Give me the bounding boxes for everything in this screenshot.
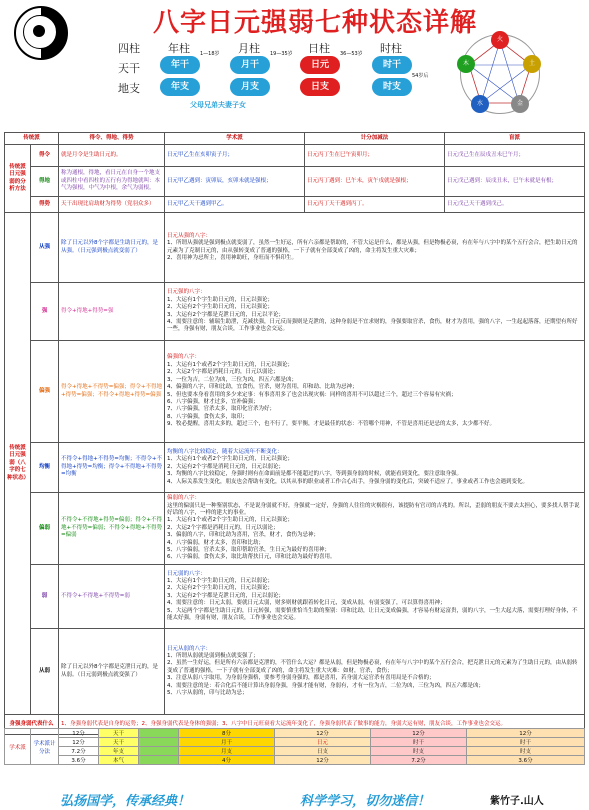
state-line: 2、大运2个字都是消耗日元的，日元以弱论； bbox=[167, 369, 279, 376]
stem-month: 月干 bbox=[230, 56, 270, 74]
state-head: 偏弱的八字： bbox=[167, 495, 201, 502]
state-line: 4、需要注意的：辅瑞生助泄，克减扶强，日元反而强则是克泄的，这种身弱是不宜求财的，身强要取官杀，食伤，财才为喜用，强的八字，一生起起落落，还期望有所好一些，身强有财，朋友合谈，工作事业也会交运。 bbox=[167, 318, 578, 333]
stem-day: 日元 bbox=[300, 56, 340, 74]
age-note-month: 19—35岁 bbox=[270, 51, 293, 57]
left-label-method: 传统派日元强弱的分析方法 bbox=[5, 145, 31, 213]
pillar-header-month: 月柱 bbox=[238, 42, 260, 55]
score-table bbox=[4, 728, 585, 765]
state-line: 9、牧必提醒，喜用太多的，超过三个，也不行了，要平衡，才是最佳的状态：不管哪个用神，不管是喜用还是忌的太多，太少都不好。 bbox=[167, 421, 496, 428]
pillar-subtitle: 父母兄弟夫妻子女 bbox=[190, 101, 246, 109]
row-r3-deshi: 日元戊己天干遇到戊己。 bbox=[445, 197, 585, 213]
stem-label: 天干 bbox=[118, 62, 140, 75]
score-cell: 3.6分 bbox=[59, 756, 99, 765]
author: 紫竹子.山人 bbox=[490, 796, 544, 807]
state-line: 3、大运有2个字都是克泄日元的，日元以弱论； bbox=[167, 592, 285, 599]
branch-month: 月支 bbox=[230, 78, 270, 96]
state-head: 日元强的八字： bbox=[167, 289, 206, 296]
state-line: 3、偏弱的八字，印和比劫为喜用，官杀，财才，食伤为忌神； bbox=[167, 532, 320, 539]
score-cell: 7.2分 bbox=[371, 756, 467, 765]
header-traditional: 传统派 bbox=[5, 133, 59, 145]
score-cell bbox=[139, 738, 179, 747]
state-line: 2、大运有2个字生助日元的，日元以强论； bbox=[167, 304, 274, 311]
state-line: 2、大运2个字都是消耗日元的，日元以弱论； bbox=[167, 524, 279, 531]
score-cell: 天干 bbox=[99, 729, 139, 738]
body-note: 1、身强身弱代表是自身的运势；2、身强身弱代表是身体的强弱；3、八字中日元旺衰看大运流年变化了，身强身弱代表了做事的能力，身弱大运有财，朋友合谈，工作事业也会交运。 bbox=[59, 715, 585, 735]
main-table bbox=[4, 132, 585, 735]
score-cell: 时干 bbox=[467, 738, 585, 747]
state-line: 5、大运两个字都是生助日元的，日元转强，需要慎重恰当生助的鉴别：印和比劫，让日元变成偏强，才容易有财运富贵，弱的八字，一生大起大落，需要打理好身体，不能太好强，身弱有财，朋友合谈，工作事业也会交运。 bbox=[167, 607, 578, 622]
state-line: 4、八字偏弱，财才太多，喜印和比劫； bbox=[167, 539, 265, 546]
state-line: 5、但也要本身看喜用的多少来定事：有事喜用多了也会出现灾祸：同样的喜用不可以超过三个，超过三个容易有灾祸； bbox=[167, 391, 457, 398]
score-cell: 8分 bbox=[179, 729, 275, 738]
age-note-year: 1—18岁 bbox=[200, 51, 220, 57]
state-desc-ruo bbox=[165, 565, 585, 629]
row-text-dedi: 称为通根，得地，看日元在自身一个地支或四柱中看四柱的五行有为得地就叫：本气为强根，中气为中根，余气为弱根。 bbox=[59, 167, 165, 197]
state-line: 4、需要注意的是：若合化后不能计算出身弱身强，身强才能有财，身弱有，才有一位为吉，二位为凶，三位为凶，四五六都是凶； bbox=[167, 682, 485, 689]
score-cell: 时干 bbox=[371, 738, 467, 747]
metal-node: 金 bbox=[511, 95, 529, 113]
state-head: 日元弱的八字： bbox=[167, 570, 206, 577]
slogan-left: 弘扬国学，传承经典！ bbox=[60, 794, 191, 809]
state-name-congruo: 从弱 bbox=[31, 629, 59, 715]
water-node: 水 bbox=[471, 95, 489, 113]
state-line: 2、虽然一生好运，但是所有六亲都是克泄的，不管什么大运？都是从弱，但是物极必衰，有在年与八字中的某个五行会合，把克泄日元的元素为了生助日元的，由从弱转变成了普通的强格，一下子就有全部变成了凶的，命主将发生重大灾难：如财，官杀，食伤； bbox=[167, 660, 578, 674]
state-line: 2、喜用神为忌所主，喜用神助旺，身旺而不惧印生。 bbox=[167, 254, 298, 261]
score-cell: 12分 bbox=[275, 729, 371, 738]
row-r2-deling: 日元丙丁生在巳午寅卯月； bbox=[305, 145, 445, 167]
footer bbox=[0, 786, 589, 810]
state-cond-congqiang: 除了日元以外8个字都是生助日元的，是从强。（日元强到极点就变弱了） bbox=[59, 213, 165, 283]
state-line: 4、偏强的八字，印和比劫，宜食伤，官杀，财为喜用，印和劫、比劫为忌神； bbox=[167, 384, 358, 391]
score-cell: 7.2分 bbox=[59, 747, 99, 756]
pillar-header-year: 年柱 bbox=[168, 42, 190, 55]
state-cond-pianqiang: 得令+得地+不得势=偏强；得令+不得地+得势=偏强；不得令+得地+得势=偏强 bbox=[59, 341, 165, 443]
fire-node: 火 bbox=[491, 31, 509, 49]
header-blind-school: 盲派 bbox=[445, 133, 585, 145]
row-label-dedi: 得地 bbox=[31, 167, 59, 197]
state-line: 6、八字偏弱，食伤太多，取比劫帮扶日元，印和比劫为最好的喜用。 bbox=[167, 554, 336, 561]
slogan-right: 科学学习，切勿迷信！ bbox=[300, 794, 431, 809]
state-desc-junheng bbox=[165, 443, 585, 493]
state-cond-pianruo: 不得令+不得地+得势=偏弱；得令+不得地+不得势=偏弱；不得令+得地+不得势=偏弱 bbox=[59, 493, 165, 565]
score-cell: 12分 bbox=[467, 729, 585, 738]
score-cell: 本气 bbox=[99, 756, 139, 765]
branch-year: 年支 bbox=[160, 78, 200, 96]
score-cell: 12分 bbox=[59, 729, 99, 738]
state-line: 1、大运有1个或者2个字生助日元的，日元以强论； bbox=[167, 517, 294, 524]
score-table-sub: 学术派计分法 bbox=[31, 729, 59, 765]
state-head: 日元从弱的八字： bbox=[167, 645, 212, 652]
state-head: 偏强的八字： bbox=[167, 354, 201, 361]
score-cell: 12分 bbox=[275, 756, 371, 765]
score-cell: 日元 bbox=[275, 738, 371, 747]
state-desc-qiang bbox=[165, 283, 585, 341]
state-line: 3、大运有2个字都是克泄日元的，日元以平论； bbox=[167, 311, 285, 318]
state-line: 3、注意从弱八字取用，为身弱身强格，要参考身弱身强的，都是喜用，若身弱大运官杀有喜用局是不合格的； bbox=[167, 675, 435, 682]
state-line: 7、八字偏强，官杀太多，取印化官杀为好； bbox=[167, 406, 276, 413]
header-traditional-method: 得令、得地、得势 bbox=[59, 133, 165, 145]
state-line: 6、八字偏强，财才过多，宜补偏强； bbox=[167, 398, 259, 405]
state-cond-ruo: 不得令+不得地+不得势=弱 bbox=[59, 565, 165, 629]
taiji-dot-icon bbox=[33, 25, 45, 37]
row-r1-deling: 日元甲乙生在亥卯寅子月； bbox=[165, 145, 305, 167]
state-line: 1、大运有1个字生助日元的，日元以强论； bbox=[167, 296, 274, 303]
score-cell bbox=[139, 747, 179, 756]
score-cell: 日支 bbox=[275, 747, 371, 756]
state-cond-junheng: 不得令+得地+不得势=均衡；不得令+不得地+得势=均衡；得令+不得地+不得势=均衡 bbox=[59, 443, 165, 493]
page-title: 八字日元强弱七种状态详解 bbox=[152, 8, 477, 38]
state-cond-qiang: 得令+得地+得势=强 bbox=[59, 283, 165, 341]
state-line: 2、大运有2个字生助日元的，日元以强论； bbox=[167, 585, 274, 592]
state-head: 均衡的八字比较稳定，随着大运流年不断变化： bbox=[167, 448, 283, 455]
row-text-deshi: 天干出现比肩劫财为得势（党羽众多） bbox=[59, 197, 165, 213]
branch-label: 地支 bbox=[118, 82, 140, 95]
earth-node: 土 bbox=[523, 55, 541, 73]
row-label-deling: 得令 bbox=[31, 145, 59, 167]
state-line: 2、大运有2个字都是消耗日元的，日元以弱论； bbox=[167, 463, 285, 470]
score-cell: 4分 bbox=[179, 756, 275, 765]
five-elements-diagram bbox=[460, 34, 540, 114]
state-line: 1、所谓从强就是强到极点就变弱了，虽然一生好运，所有六亲都是帮助的，不管大运是什么，都是从强，但是物极必衰，有在年与八字中的某个五行会合，把生助日元的元素为了克制日元的，由从强转变成了普通的强格，一下子就有全部变成了凶的，命主将发生重大灾难； bbox=[167, 240, 578, 254]
branch-hour: 时支 bbox=[372, 78, 412, 96]
stem-hour: 时干 bbox=[372, 56, 412, 74]
wood-node: 木 bbox=[457, 55, 475, 73]
pillar-header-day: 日柱 bbox=[308, 42, 330, 55]
state-line: 3、均衡的八字比较稳定，身强时则有在命面前是都不能超过的八字，等到强身弱的时候，就能看到变化，要注意取身强。 bbox=[167, 471, 463, 478]
left-label-states: 传统派日元强弱（八字的七种状态） bbox=[5, 213, 31, 715]
row-r1-dedi: 日元甲乙遇到：寅卯辰，亥卯未就是强根； bbox=[165, 167, 305, 197]
pillar-header-hour: 时柱 bbox=[380, 42, 402, 55]
score-table-label: 学术派 bbox=[5, 729, 31, 765]
score-cell: 12分 bbox=[59, 738, 99, 747]
row-label-deshi: 得势 bbox=[31, 197, 59, 213]
score-cell bbox=[139, 756, 179, 765]
state-name-ruo: 弱 bbox=[31, 565, 59, 629]
state-name-junheng: 均衡 bbox=[31, 443, 59, 493]
state-line: 这里的偏弱只是一种鉴别状态，不是说身弱就不好，身强就一定好，身强的人往往的灾祸很有，该提防有官司的吉兆的。所以，歪弱的朋友不要去太担心，要多找人帮手说好话的八字，一样的建大的事业。 bbox=[167, 502, 580, 516]
header-academic-method: 计分加减法 bbox=[305, 133, 445, 145]
score-cell: 时支 bbox=[467, 747, 585, 756]
state-desc-congruo bbox=[165, 629, 585, 715]
age-note-hour: 54岁后 bbox=[412, 73, 429, 79]
row-r3-dedi: 日元戊己遇到：辰戌丑未，巳午未就是有根； bbox=[445, 167, 585, 197]
state-line: 3、一位为吉，二位为凶，三位为凶，四五六都是凶； bbox=[167, 376, 298, 383]
pillar-header-label: 四柱 bbox=[118, 42, 140, 55]
row-r3-deling: 日元戊己生在辰戌丑未巳午月； bbox=[445, 145, 585, 167]
state-head: 日元从强的八字： bbox=[167, 232, 212, 239]
score-cell bbox=[139, 729, 179, 738]
state-line: 8、八字偏强，食伤太多，取印； bbox=[167, 413, 248, 420]
age-note-day: 36—53岁 bbox=[340, 51, 363, 57]
state-desc-pianruo bbox=[165, 493, 585, 565]
state-line: 5、八字从弱的，印与比劫为忌； bbox=[167, 690, 248, 697]
score-cell: 月支 bbox=[179, 747, 275, 756]
row-text-deling: 就是月令是生助日元的。 bbox=[59, 145, 165, 167]
state-desc-pianqiang bbox=[165, 341, 585, 443]
state-line: 1、大运有1个或者2个字生助日元的，日元以强论； bbox=[167, 456, 294, 463]
score-cell: 时支 bbox=[371, 747, 467, 756]
score-cell: 12分 bbox=[371, 729, 467, 738]
score-cell: 月干 bbox=[179, 738, 275, 747]
score-cell: 年支 bbox=[99, 747, 139, 756]
score-cell: 3.6分 bbox=[467, 756, 585, 765]
branch-day: 日支 bbox=[300, 78, 340, 96]
score-cell: 天干 bbox=[99, 738, 139, 747]
row-r2-deshi: 日元丙丁天干遇到丙丁。 bbox=[305, 197, 445, 213]
state-line: 1、大运有1个或者2个字生助日元的，日元以强论； bbox=[167, 361, 294, 368]
state-name-pianruo: 偏弱 bbox=[31, 493, 59, 565]
state-name-qiang: 强 bbox=[31, 283, 59, 341]
body-note-label: 身强身弱代表什么 bbox=[5, 715, 59, 735]
header-academic: 学术派 bbox=[165, 133, 305, 145]
state-line: 4、需要注意的：日元太弱，要就日元太弱，财多则财就跟着转化日元，变成从弱，有弱变强了，可以算得喜用神； bbox=[167, 600, 446, 607]
state-line: 1、大运有1个字生助日元的，日元以弱论； bbox=[167, 577, 274, 584]
row-r1-deshi: 日元甲乙天干遇到甲乙。 bbox=[165, 197, 305, 213]
stem-year: 年干 bbox=[160, 56, 200, 74]
state-name-congqiang: 从强 bbox=[31, 213, 59, 283]
state-desc-congqiang bbox=[165, 213, 585, 283]
state-line: 1、所谓从弱就是弱到极点就变强了； bbox=[167, 652, 259, 659]
state-line: 4、人际关系发生变化，朋友也会帮助有变化，以其从事的职业或者工作合心出手，身强身弱的变化后，突破不适应了，事业或者工作也会遇到变化。 bbox=[167, 478, 529, 485]
state-line: 5、八字偏弱，官杀太多，取印帮助官杀，生日元为最好的喜用神； bbox=[167, 547, 331, 554]
state-name-pianqiang: 偏强 bbox=[31, 341, 59, 443]
row-r2-dedi: 日元丙丁遇到：巳午未，寅午戌就是强根； bbox=[305, 167, 445, 197]
state-cond-congruo: 除了日元以外8个字都是克泄日元的，是从弱。（日元弱到极点就变强了） bbox=[59, 629, 165, 715]
